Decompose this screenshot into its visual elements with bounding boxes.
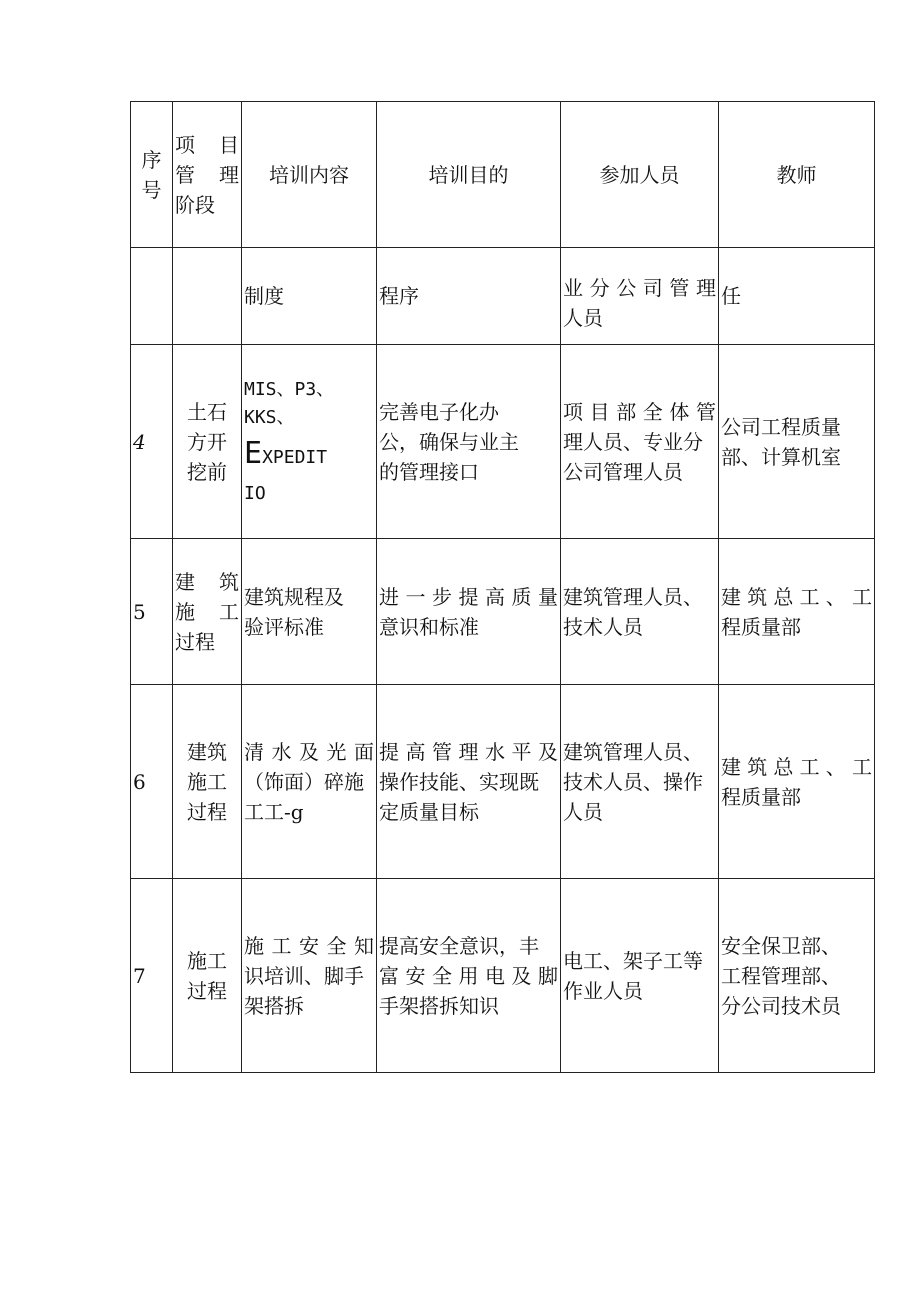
table-row [131, 345, 875, 539]
cell-teacher: 建筑总工、工 程质量部 [719, 685, 875, 879]
cell-purpose: 提高安全意识，丰 富安全用电及脚 手架搭拆知识 [377, 879, 561, 1073]
header-teacher: 教师 [719, 102, 875, 248]
cell-purpose: 完善电子化办 公，确保与业主 的管理接口 [377, 345, 561, 539]
cell-teacher: 公司工程质量 部、计算机室 [719, 345, 875, 539]
cell-teacher: 任 [719, 248, 875, 345]
table-row [131, 248, 875, 345]
header-stage: 项 目 管 理 阶段 [173, 102, 242, 248]
header-participants: 参加人员 [561, 102, 719, 248]
cell-seq: 7 [131, 879, 173, 1073]
table-row [131, 879, 875, 1073]
cell-teacher: 安全保卫部、 工程管理部、 分公司技术员 [719, 879, 875, 1073]
header-purpose: 培训目的 [377, 102, 561, 248]
cell-seq: 4 [131, 345, 173, 539]
cell-purpose: 进一步提高质量 意识和标准 [377, 539, 561, 685]
cell-seq [131, 248, 173, 345]
cell-content: 清水及光面 （饰面）碎施 工工-g [242, 685, 377, 879]
cell-content: 制度 [242, 248, 377, 345]
cell-stage: 建筑 施工 过程 [173, 685, 242, 879]
cell-purpose: 提高管理水平及 操作技能、实现既 定质量目标 [377, 685, 561, 879]
cell-purpose: 程序 [377, 248, 561, 345]
training-plan-table [130, 101, 875, 1073]
cell-stage: 施工 过程 [173, 879, 242, 1073]
cell-seq: 5 [131, 539, 173, 685]
cell-participants: 建筑管理人员、 技术人员、操作 人员 [561, 685, 719, 879]
cell-content: MIS、P3、 KKS、 EXPEDIT IO [242, 345, 377, 539]
cell-participants: 业分公司管理 人员 [561, 248, 719, 345]
cell-content: 施工安全知 识培训、脚手 架搭拆 [242, 879, 377, 1073]
header-content: 培训内容 [242, 102, 377, 248]
header-row [131, 102, 875, 248]
cell-participants: 电工、架子工等 作业人员 [561, 879, 719, 1073]
cell-seq: 6 [131, 685, 173, 879]
cell-stage [173, 248, 242, 345]
cell-participants: 建筑管理人员、 技术人员 [561, 539, 719, 685]
cell-participants: 项目部全体管 理人员、专业分 公司管理人员 [561, 345, 719, 539]
cell-teacher: 建筑总工、工 程质量部 [719, 539, 875, 685]
table-row [131, 539, 875, 685]
cell-content: 建筑规程及 验评标准 [242, 539, 377, 685]
cell-stage: 建 筑 施 工 过程 [173, 539, 242, 685]
table-row [131, 685, 875, 879]
cell-stage: 土石 方开 挖前 [173, 345, 242, 539]
header-seq: 序 号 [131, 102, 173, 248]
